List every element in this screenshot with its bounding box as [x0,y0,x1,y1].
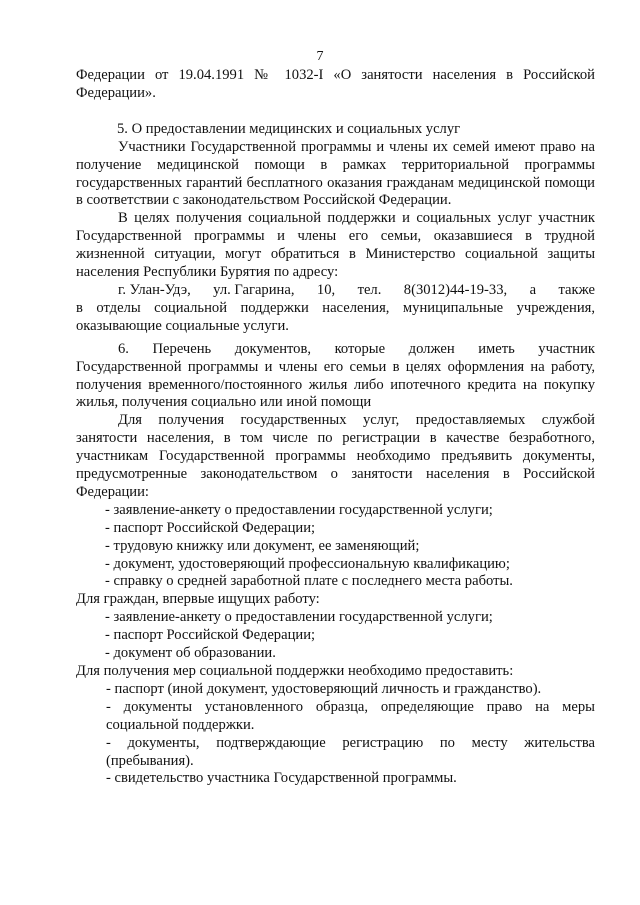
address-part: ул. Гагарина, [213,281,295,298]
intro-paragraph: Федерации от 19.04.1991 № 1032-I «О занятости населения в Российской Федерации». [76,67,595,101]
list-item: - паспорт Российской Федерации; [105,519,316,536]
list-item: - справку о средней заработной плате с последнего места работы. [105,573,513,590]
social-support-heading: Для получения мер социальной поддержки необходимо предоставить: [76,663,514,679]
address-part: г. Улан-Удэ, [118,281,191,298]
first-job-heading: Для граждан, впервые ищущих работу: [76,591,320,608]
address-part: а [529,281,537,298]
address-part: 8(3012)44-19-33, [403,281,508,298]
list-item: - документы установленного образца, определяющие право на меры социальной поддержки. [106,698,595,733]
page-number: 7 [316,49,324,64]
address-part: 10, [316,281,336,298]
heading-word: иметь [478,340,515,357]
address-part: тел. [357,281,382,298]
employment-services-paragraph: Для получения государственных услуг, предоставляемых службой занятости населения, в том числе по регистрации в качестве безработного, участникам Государственной программы необходимо предъявить документы, предусмотренные законодательством о занятости населения в Российской Федерации: [76,412,595,500]
heading-word: которые [334,340,386,357]
section-5-heading: 5. О предоставлении медицинских и социальных услуг [117,120,461,137]
list-item: - свидетельство участника Государственной программы. [106,770,457,787]
list-item: - заявление-анкету о предоставлении государственной услуги; [105,609,493,626]
list-item: - паспорт (иной документ, удостоверяющий личность и гражданство). [106,680,542,697]
medical-care-paragraph: Участники Государственной программы и члены их семей имеют право на получение медицинской помощи в рамках территориальной программы государственных гарантий бесплатного оказания гражданам медицинской помощи в соответствии с законодательством Российской Федерации. [76,138,595,209]
heading-word: должен [408,340,455,357]
heading-word: Перечень [152,340,212,357]
social-support-paragraph: В целях получения социальной поддержки и социальных услуг участник Государственной программы и члены его семьи, оказавшиеся в трудной жизненной ситуации, могут обратиться в Министерство социальной защиты населения Республики Бурятия по адресу: [76,210,595,281]
heading-word: 6. [118,340,129,357]
list-item: - паспорт Российской Федерации; [105,627,316,644]
address-continuation: в отделы социальной поддержки населения, муниципальные учреждения, оказывающие социальные услуги. [76,299,595,334]
list-item: - трудовую книжку или документ, ее заменяющий; [105,537,420,554]
document-body [76,67,595,788]
address-part: также [558,281,595,298]
heading-word: документов, [234,340,312,357]
list-item: - документ, удостоверяющий профессиональную квалификацию; [105,555,510,572]
section-6-heading-line [76,341,595,359]
section-6-heading-continuation: Государственной программы и члены его семьи в целях оформления на работу, получения временного/постоянного жилья либо ипотечного кредита на покупку жилья, получения социально или иной помощи [76,358,595,411]
list-item: - заявление-анкету о предоставлении государственной услуги; [105,501,493,518]
heading-word: участник [538,340,595,357]
list-item: - документ об образовании. [105,645,276,662]
list-item: - документы, подтверждающие регистрацию по месту жительства (пребывания). [106,734,595,769]
address-line [76,282,595,300]
